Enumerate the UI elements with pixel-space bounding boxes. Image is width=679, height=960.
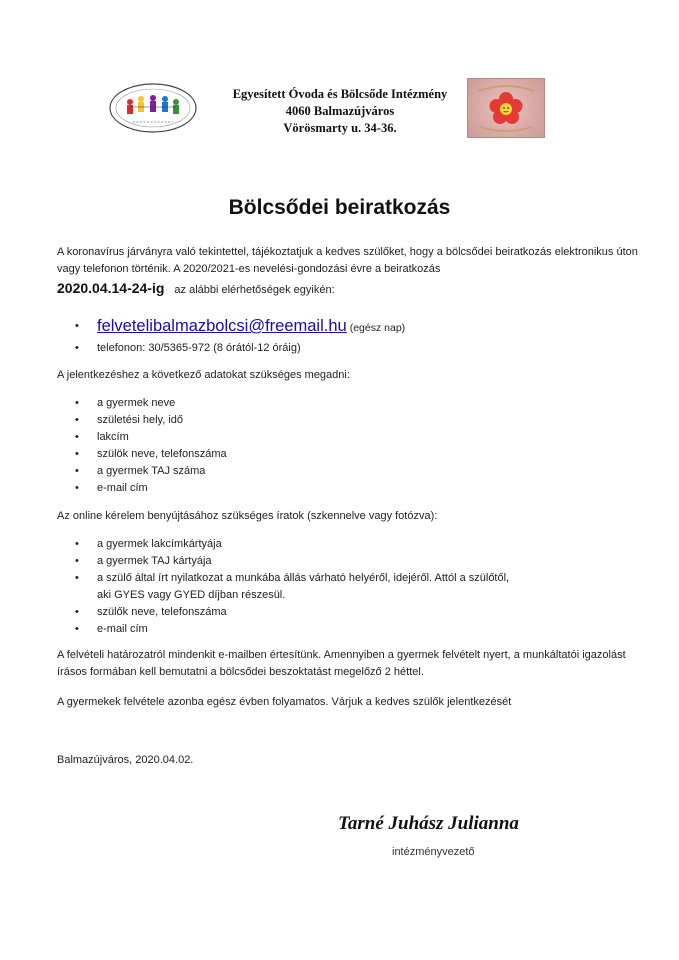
date-suffix: az alábbi elérhetőségek egyikén: [174,284,335,296]
date-line [57,280,642,296]
list-item [57,429,642,446]
place-date: Balmazújváros, 2020.04.02. [57,754,194,766]
notice-paragraph-1: A felvételi határozatról mindenkit e-mailben értesítünk. Amennyiben a gyermek felvételt nyert, a munkáltatói igazolást írásos formában kell bemutatni a bölcsődei beszoktatást megelőző 2 héttel. [57,649,626,678]
list-item-text: szülők neve, telefonszáma [97,606,227,618]
date-range: 2020.04.14-24-ig [57,280,165,296]
list-item [57,412,642,429]
list-item [57,570,517,604]
list-item-text: a gyermek TAJ kártyája [97,555,212,567]
bullet-icon: • [75,606,79,618]
list-item [57,604,642,621]
bullet-icon: • [75,448,79,460]
institution-header [200,86,480,137]
list-item [57,536,642,553]
list-item [57,314,642,340]
bullet-icon: • [75,414,79,426]
documents-heading: Az online kérelem benyújtásához szükséges íratok (szkennelve vagy fotózva): [57,510,438,522]
signature-name: Tarné Juhász Julianna [338,813,519,834]
nursery-logo [467,78,545,138]
institution-name: Egyesített Óvoda és Bölcsőde Intézmény [232,87,448,101]
institution-city: 4060 Balmazújváros [285,104,395,118]
list-item [57,480,642,497]
required-data-heading: A jelentkezéshez a következő adatokat szükséges megadni: [57,369,350,381]
bullet-icon: • [75,342,79,354]
flower-icon [468,79,544,137]
list-item-text: a gyermek TAJ száma [97,465,206,477]
bullet-icon: • [75,397,79,409]
contact-list [57,314,642,357]
email-link[interactable]: felvetelibalmazbolcsi@freemail.hu [97,317,347,335]
signature-role: intézményvezető [392,846,475,858]
email-note: (egész nap) [349,322,406,334]
phone-text: telefonon: 30/5365-972 (8 órától-12 óráig) [97,342,301,354]
kindergarten-logo [108,82,198,134]
list-item [57,463,642,480]
bullet-icon: • [75,572,79,584]
institution-address: Vörösmarty u. 34-36. [283,121,397,135]
list-item [57,446,642,463]
list-item-text: a szülő által írt nyilatkozat a munkába állás várható helyéről, idejéről. Attól a szülőtől, aki GYES vagy GYED díjban részesül. [97,572,510,601]
required-data-list [57,395,642,497]
intro-paragraph: A koronavírus járványra való tekintettel, tájékoztatjuk a kedves szülőket, hogy a bölcsődei beiratkozás elektronikus úton vagy telefonon történik. A 2020/2021-es nevelési-gondozási évre a beiratkozás [57,246,638,275]
bullet-icon: • [75,623,79,635]
bullet-icon: • [75,482,79,494]
list-item-text: e-mail cím [97,482,148,494]
bullet-icon: • [75,320,79,332]
documents-list [57,536,642,638]
list-item-text: a gyermek lakcímkártyája [97,538,222,550]
bullet-icon: • [75,555,79,567]
list-item [57,553,642,570]
list-item-text: e-mail cím [97,623,148,635]
notice-paragraph-2: A gyermekek felvétele azonba egész évben folyamatos. Várjuk a kedves szülők jelentkezését [57,696,512,708]
bullet-icon: • [75,465,79,477]
list-item [57,395,642,412]
bullet-icon: • [75,431,79,443]
page-title: Bölcsődei beiratkozás [228,196,451,219]
list-item-text: szülök neve, telefonszáma [97,448,227,460]
list-item [57,621,642,638]
bullet-icon: • [75,538,79,550]
list-item-text: születési hely, idő [97,414,184,426]
list-item [57,340,642,357]
list-item-text: lakcím [97,431,129,443]
list-item-text: a gyermek neve [97,397,176,409]
